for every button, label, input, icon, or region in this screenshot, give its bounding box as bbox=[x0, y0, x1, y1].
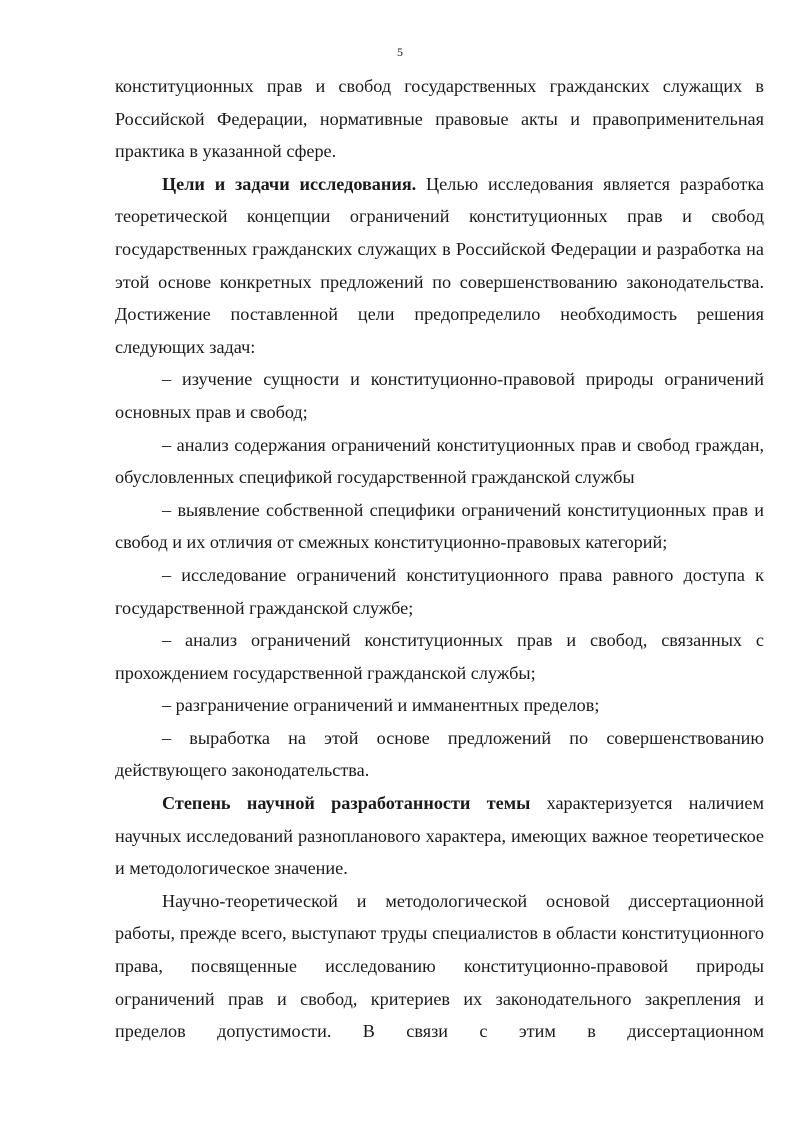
list-item-task bbox=[115, 429, 764, 494]
paragraph-goals bbox=[115, 168, 764, 364]
page-body bbox=[115, 70, 764, 1048]
paragraph-methodology bbox=[115, 885, 764, 1048]
list-item-task bbox=[115, 722, 764, 787]
paragraph-text: конституционных прав и свобод государственных гражданских служащих в Российской Федерации, нормативные правовые акты и правоприменительная практика в указанной сфере. bbox=[115, 76, 764, 162]
list-item-text: – выработка на этой основе предложений по совершенствованию действующего законодательства. bbox=[115, 727, 764, 781]
paragraph-heading: Цели и задачи исследования. bbox=[162, 173, 417, 194]
list-item-task bbox=[115, 494, 764, 559]
list-item-task bbox=[115, 689, 764, 722]
paragraph-text: характеризуется наличием научных исследований разнопланового характера, имеющих важное теоретическое и методологическое значение. bbox=[115, 793, 764, 879]
list-item-text: – исследование ограничений конституционного права равного доступа к государственной гражданской службе; bbox=[115, 564, 764, 618]
list-item-text: – выявление собственной специфики ограничений конституционных прав и свобод и их отличия от смежных конституционно-правовых категорий; bbox=[115, 499, 764, 553]
list-item-text: – анализ содержания ограничений конституционных прав и свобод граждан, обусловленных спецификой государственной гражданской службы bbox=[115, 434, 764, 488]
list-item-text: – анализ ограничений конституционных прав и свобод, связанных с прохождением государственной гражданской службы; bbox=[115, 630, 764, 683]
list-item-text: – изучение сущности и конституционно-правовой природы ограничений основных прав и свобод; bbox=[115, 369, 764, 422]
paragraph-heading: Степень научной разработанности темы bbox=[162, 793, 531, 814]
page-number: 5 bbox=[397, 45, 403, 59]
paragraph-text: Научно-теоретической и методологической основой диссертационной работы, прежде всего, выступают труды специалистов в области конституционного права, посвященные исследованию конституционно-правовой природы ограничений прав и свобод, критериев их законодательного закрепления и пределов допустимости. В связи с этим в диссертационном bbox=[115, 890, 764, 1042]
paragraph-research-degree bbox=[115, 787, 764, 885]
paragraph-text: Целью исследования является разработка теоретической концепции ограничений конституционных прав и свобод государственных гражданских служащих в Российской Федерации и разработка на этой основе конкретных предложений по совершенствованию законодательства. Достижение поставленной цели предопределило необходимость решения следующих задач: bbox=[115, 173, 765, 357]
paragraph-object-continuation bbox=[115, 70, 764, 168]
list-item-text: – разграничение ограничений и имманентных пределов; bbox=[162, 695, 600, 716]
list-item-task bbox=[115, 624, 764, 689]
list-item-task bbox=[115, 559, 764, 624]
list-item-task bbox=[115, 363, 764, 428]
